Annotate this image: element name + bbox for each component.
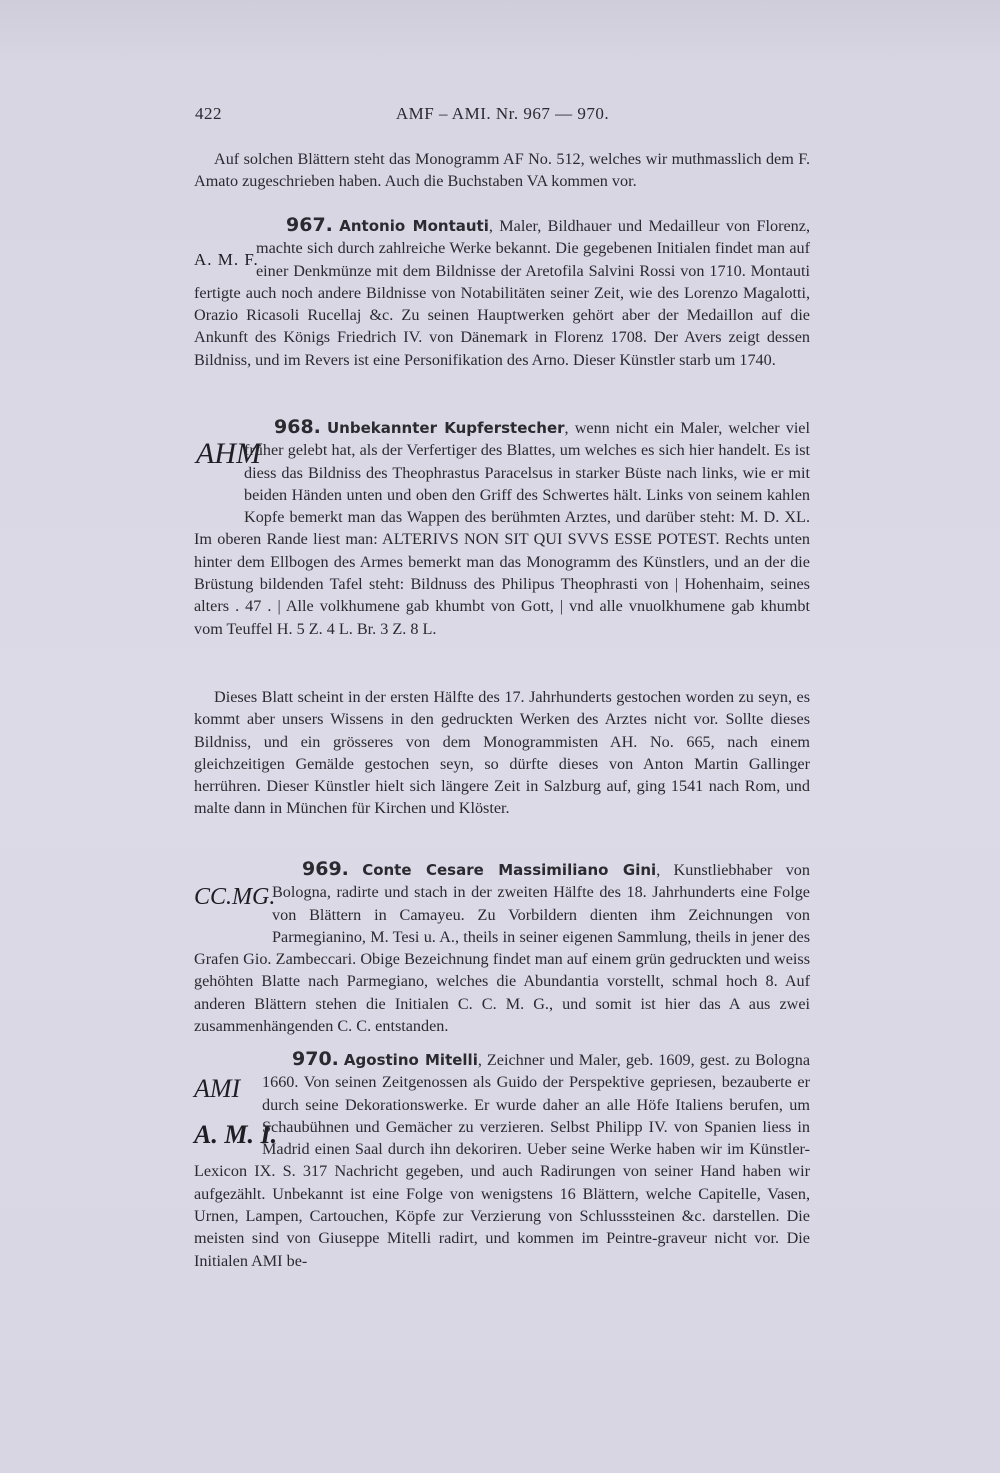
entry-967 bbox=[194, 214, 810, 371]
entry-text-969: , Kunstliebhaber von Bologna, radirte und stach in der zweiten Hälfte des 18. Jahrhunderts eine Folge von Blättern in Camayeu. Zu Vorbildern dienten ihm Zeichnungen von Parmegianino, M. Tesi u. A., theils in seiner eigenen Sammlung, theils in jener des Grafen Gio. Zambeccari. Obige Bezeichnung findet man auf einem grün gedruckten und weiss gehöhten Blatte nach Parmegiano, welches die Abundantia vorstellt, schmal hoch 8. Auf anderen Blättern stehen die Initialen C. C. M. G., und somit ist hier das A aus zwei zusammenhängenden C. C. entstanden. bbox=[194, 861, 810, 1036]
entry-text-970: , Zeichner und Maler, geb. 1609, gest. zu Bologna 1660. Von seinen Zeitgenossen als Guido der Perspektive gepriesen, bezauberte er durch seine Dekorationswerke. Er wurde daher an alle Höfe Italiens berufen, um Schaubühnen und Gemächer zu verzieren. Selbst Philipp IV. von Spanien liess in Madrid einen Saal durch ihn dekoriren. Ueber seine Werke haben wir im Künstler-Lexicon IX. S. 317 Nachricht gegeben, und auch Radirungen von seiner Hand haben wir aufgezählt. Unbekannt ist eine Folge von wenigstens 16 Blättern, welche Capitelle, Vasen, Urnen, Lampen, Cartouchen, Köpfe zur Verzierung von Schlusssteinen &c. darstellen. Die meisten sind von Giuseppe Mitelli radirt, und kommen im Peintre-graveur nicht vor. Die Initialen AMI be- bbox=[194, 1051, 811, 1270]
page-header bbox=[195, 104, 810, 130]
entry-969 bbox=[194, 858, 810, 1037]
entry-name-970: Agostino Mitelli bbox=[343, 1051, 478, 1069]
intro-text: Auf solchen Blättern steht das Monogramm AF No. 512, welches wir muthmasslich dem F. Amato zugeschrieben haben. Auch die Buchstaben VA kommen vor. bbox=[194, 150, 810, 191]
entry-number-970: 970. bbox=[292, 1048, 339, 1070]
entry-number-969: 969. bbox=[302, 858, 349, 880]
entry-968-monogram-spacer bbox=[194, 437, 261, 527]
scan-edge-shadow bbox=[0, 0, 1000, 60]
page-number: 422 bbox=[195, 104, 222, 123]
entry-text-968-2: Dieses Blatt scheint in der ersten Hälfte des 17. Jahrhunderts gestochen worden zu seyn, es kommt aber unsers Wissens in den gedruckten Werken des Arztes nicht vor. Sollte dieses Bildniss, und ein grösseres von dem Monogrammisten AH. No. 665, nach einem gleichzeitigen Gemälde gestochen seyn, so dürfte dieses von Anton Martin Gallinger herrühren. Dieser Künstler hielt sich längere Zeit in Salzburg auf, ging 1541 nach Rom, und malte dann in München für Kirchen und Klöster. bbox=[194, 688, 810, 818]
entry-name-968: Unbekannter Kupferstecher bbox=[327, 419, 565, 437]
running-head: AMF – AMI. Nr. 967 — 970. bbox=[395, 104, 610, 123]
monogram-970-b: A. M. I. bbox=[194, 1120, 278, 1149]
entry-968 bbox=[194, 416, 810, 640]
entry-968-paragraph-2 bbox=[194, 686, 810, 820]
monogram-970-a: AMI bbox=[194, 1074, 241, 1103]
entry-number-968: 968. bbox=[274, 416, 321, 438]
monogram-969: CC.MG. bbox=[194, 884, 276, 910]
intro-paragraph bbox=[194, 148, 810, 193]
entry-967-monogram-spacer bbox=[194, 236, 256, 281]
monogram-968: AHM bbox=[196, 437, 261, 470]
entry-name-967: Antonio Montauti bbox=[339, 217, 489, 235]
entry-text-967: , Maler, Bildhauer und Medailleur von Florenz, machte sich durch zahlreiche Werke bekannt. Die gegebenen Initialen findet man auf einer Denkmünze mit dem Bildnisse der Aretofila Salvini Rossi von 1710. Montauti fertigte auch noch andere Bildnisse von Notabilitäten seiner Zeit, wie des Lorenzo Magalotti, Orazio Ricasoli Rucellaj &c. Zu seinen Hauptwerken gehört aber der Medaillon auf die Ankunft des Königs Friedrich IV. von Dänemark in Florenz 1708. Der Avers zeigt dessen Bildniss, und im Revers ist eine Personifikation des Arno. Dieser Künstler starb um 1740. bbox=[194, 217, 811, 369]
entry-970 bbox=[194, 1048, 810, 1272]
monogram-967: A. M. F. bbox=[194, 250, 259, 269]
entry-970-monogram-spacer bbox=[194, 1070, 262, 1159]
entry-number-967: 967. bbox=[286, 214, 333, 236]
entry-text-968: , wenn nicht ein Maler, welcher viel früher gelebt hat, als der Verfertiger des Blattes, um welches es sich hier handelt. Es ist diess das Bildniss des Theophrastus Paracelsus in starker Büste nach links, wie er mit beiden Händen unten und oben den Griff des Schwertes hält. Links von seinem kahlen Kopfe bemerkt man das Wappen des berühmten Arztes, und darüber steht: M. D. XL. Im oberen Rande liest man: ALTERIVS NON SIT QUI SVVS ESSE POTEST. Rechts unten hinter dem Ellbogen des Armes bemerkt man das Monogramm des Künstlers, und an der die Brüstung bildenden Tafel steht: Bildnuss des Philipus Theophrasti von | Hohenhaim, seines alters . 47 . | Alle volkhumene gab khumbt von Gott, | vnd alle vnuolkhumene gab khumbt vom Teuffel H. 5 Z. 4 L. Br. 3 Z. 8 L. bbox=[194, 419, 810, 638]
entry-969-monogram-spacer bbox=[194, 880, 272, 947]
entry-name-969: Conte Cesare Massimiliano Gini bbox=[362, 861, 657, 879]
